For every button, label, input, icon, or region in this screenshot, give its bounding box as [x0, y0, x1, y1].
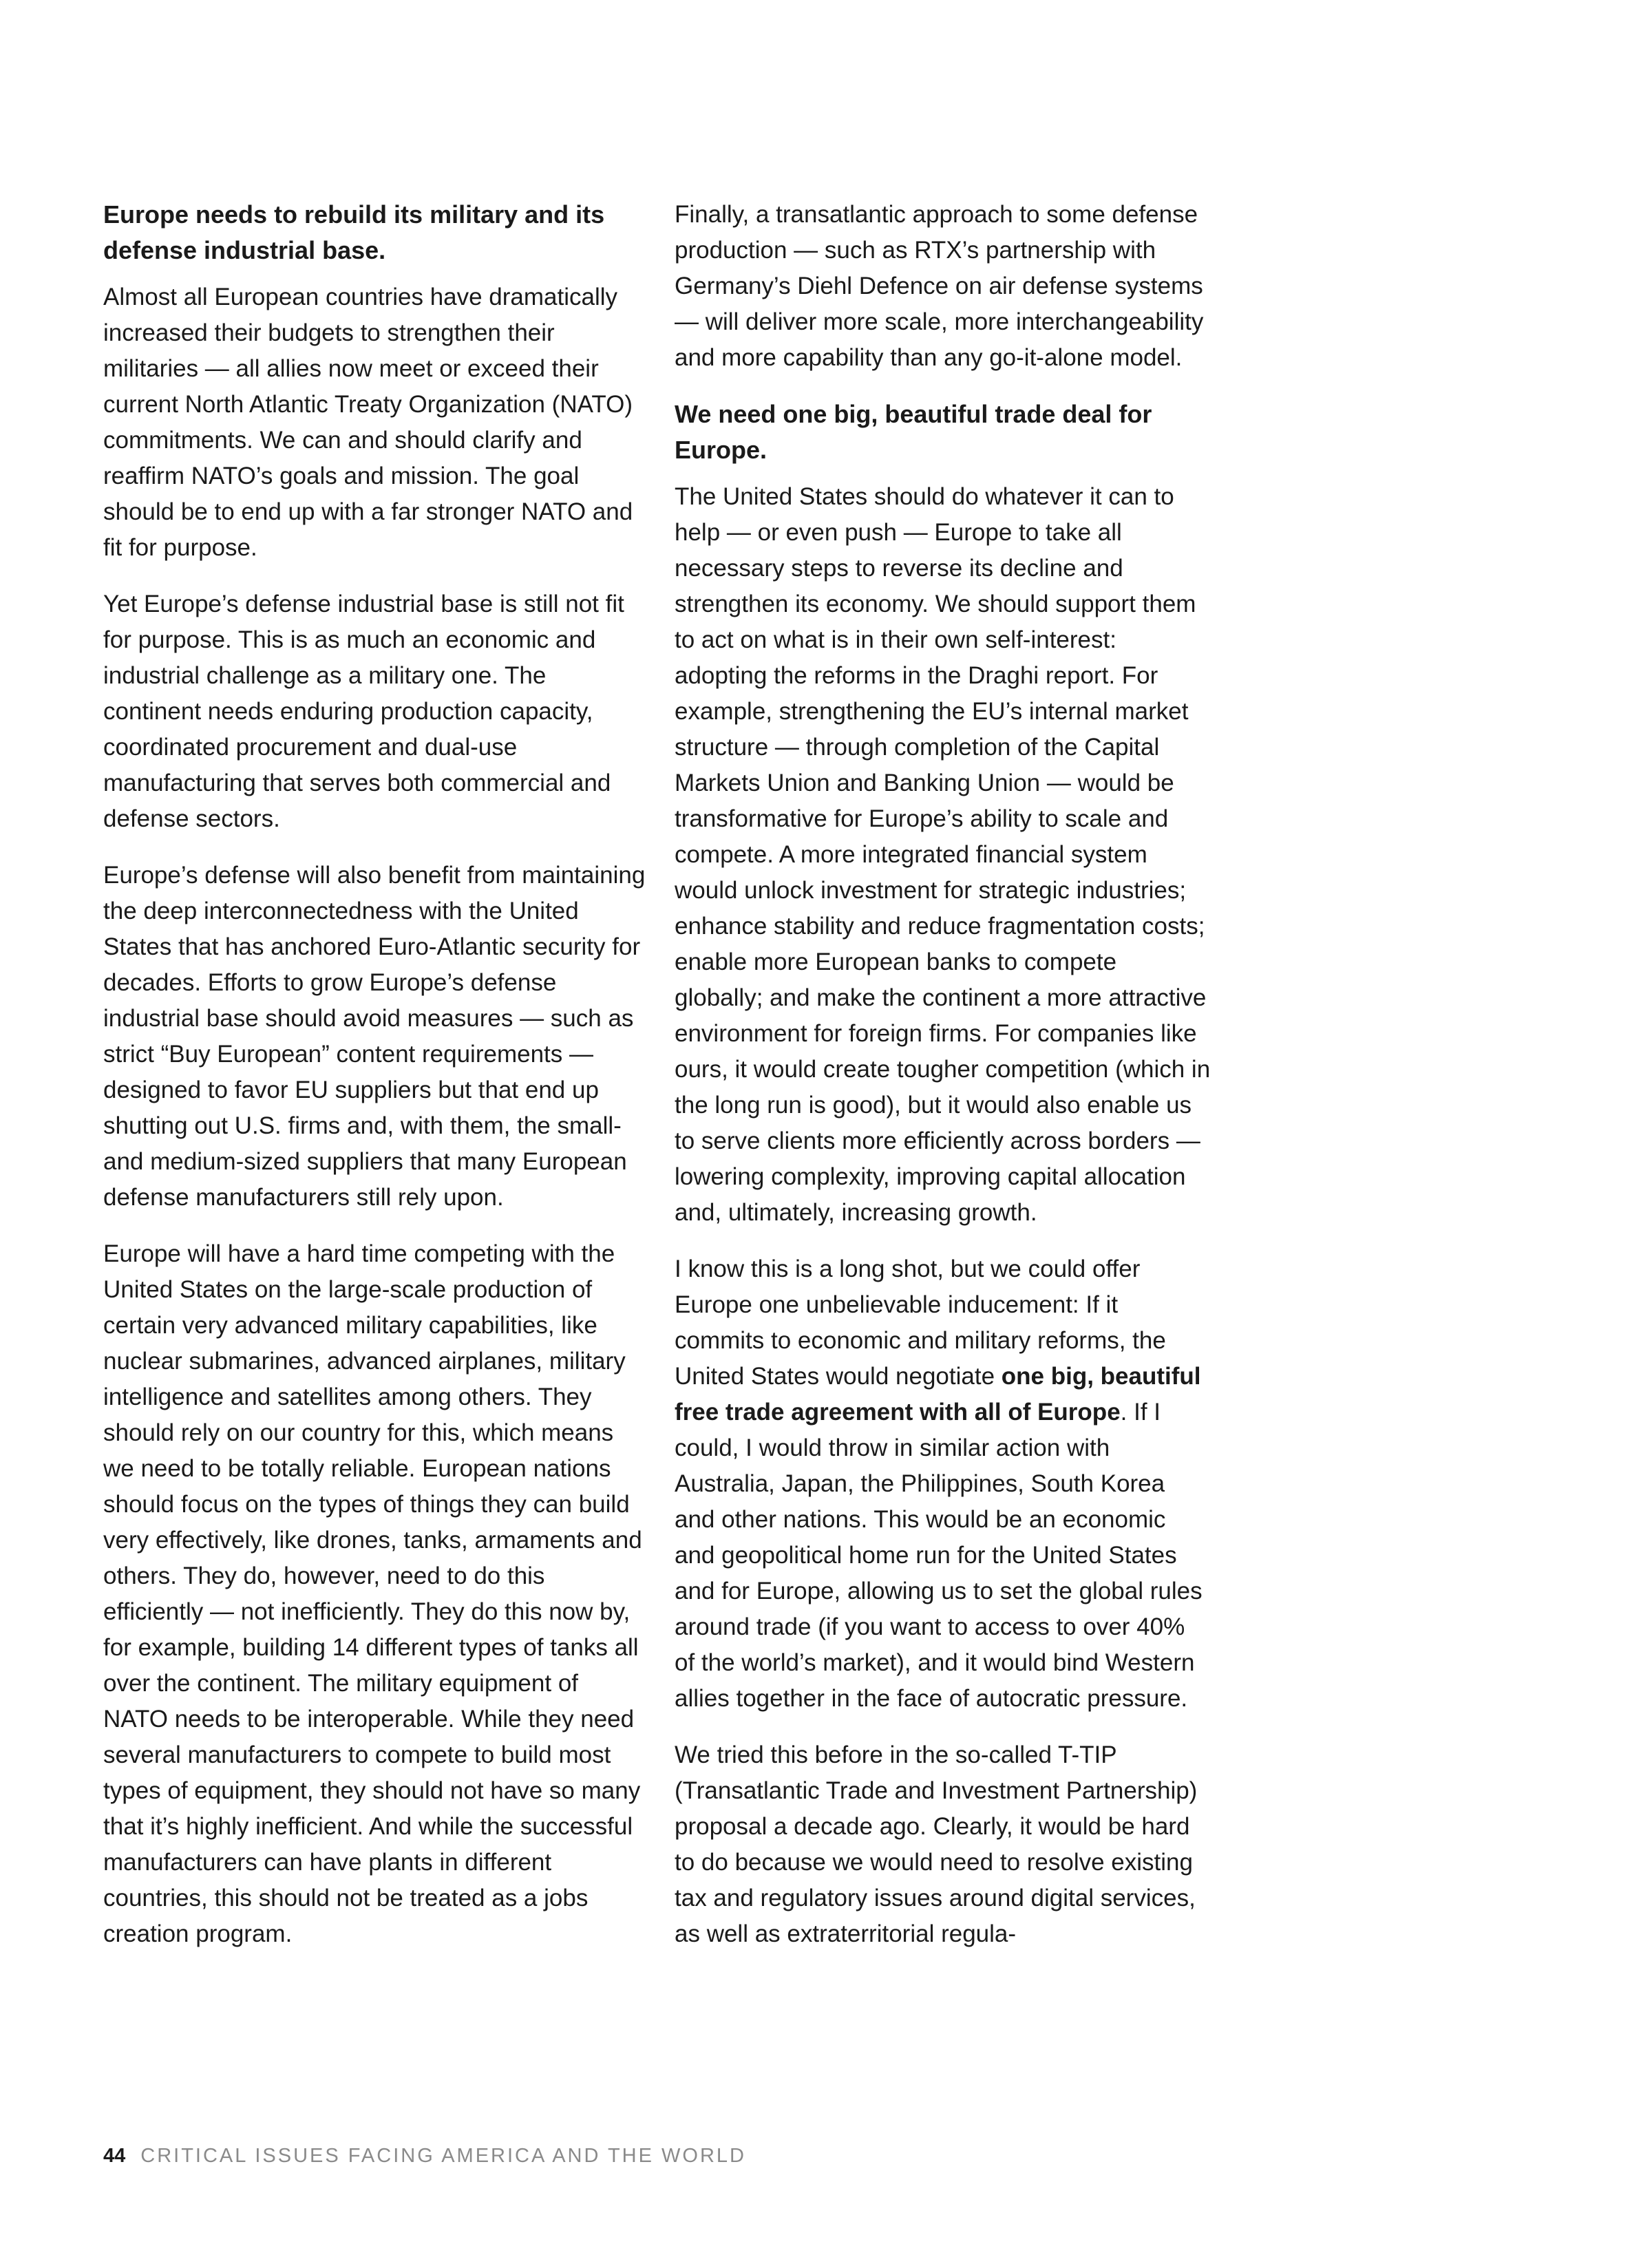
paragraph: Almost all European countries have dramatically increased their budgets to strengthen their militaries — all allies now meet or exceed their current North Atlantic Treaty Organization (NATO) commitments. We can and should clarify and reaffirm NATO’s goals and mission. The goal should be to end up with a far stronger NATO and fit for purpose. — [103, 284, 633, 561]
running-title: CRITICAL ISSUES FACING AMERICA AND THE WORLD — [140, 2145, 746, 2167]
page-footer — [103, 2142, 746, 2170]
paragraph: Europe will have a hard time competing with the United States on the large-scale production of certain very advanced military capabilities, like nuclear submarines, advanced airplanes, military intelligence and satellites among others. They should rely on our country for this, which means we need to be totally reliable. European nations should focus on the types of things they can build very effectively, like drones, tanks, armaments and others. They do, however, need to do this efficiently — not inefficiently. They do this now by, for example, building 14 different types of tanks all over the continent. The military equipment of NATO needs to be interoperable. While they need several manufacturers to compete to build most types of equipment, they should not have so many that it’s highly inefficient. And while the successful manufacturers can have plants in different countries, this should not be treated as a jobs creation program. — [103, 1240, 642, 1947]
paragraph: Yet Europe’s defense industrial base is still not fit for purpose. This is as much an economic and industrial challenge as a military one. The continent needs enduring production capacity, coordinated procurement and dual-use manufacturing that serves both commercial and defense sectors. — [103, 591, 624, 832]
emphasis-text: one big, beautiful free trade agreement with all of Europe — [675, 1363, 1201, 1426]
paragraph: Finally, a transatlantic approach to some defense production — such as RTX’s partnership with Germany’s Diehl Defence on air defense systems — will deliver more scale, more interchangeability and more capability than any go-it-alone model. — [675, 201, 1204, 371]
section-heading-trade-deal: We need one big, beautiful trade deal for Europe. — [675, 400, 1152, 464]
page-number: 44 — [103, 2145, 126, 2167]
section-heading-military: Europe needs to rebuild its military and its defense industrial base. — [103, 200, 605, 264]
left-column — [103, 197, 647, 1973]
paragraph: The United States should do whatever it can to help — or even push — Europe to take all necessary steps to reverse its decline and strengthen its economy. We should support them to act on what is in their own self-interest: adopting the reforms in the Draghi report. For example, strengthening the EU’s internal market structure — through completion of the Capital Markets Union and Banking Union — would be transformative for Europe’s ability to scale and compete. A more integrated financial system would unlock investment for strategic industries; enhance stability and reduce fragmentation costs; enable more European banks to compete globally; and make the continent a more attractive environment for foreign firms. For companies like ours, it would create tougher competition (which in the long run is good), but it would also enable us to serve clients more efficiently across borders — lowering complexity, improving capital allocation and, ultimately, increasing growth. — [675, 483, 1211, 1226]
paragraph: We tried this before in the so-called T-TIP (Transatlantic Trade and Investment Partnership) proposal a decade ago. Clearly, it would be hard to do because we would need to resolve existing tax and regulatory issues around digital services, as well as extraterritorial regula- — [675, 1741, 1198, 1947]
paragraph-inducement — [675, 1251, 1211, 1717]
paragraph-text: . If I could, I would throw in similar action with Australia, Japan, the Philippines, South Korea and other nations. This would be an economic and geopolitical home run for the United States and for Europe, allowing us to set the global rules around trade (if you want to access to over 40% of the world’s market), and it would bind Western allies together in the face of autocratic pressure. — [675, 1399, 1203, 1712]
paragraph: Europe’s defense will also benefit from maintaining the deep interconnectedness with the United States that has anchored Euro-Atlantic security for decades. Efforts to grow Europe’s defense industrial base should avoid measures — such as strict “Buy European” content requirements — designed to favor EU suppliers but that end up shutting out U.S. firms and, with them, the small- and medium-sized suppliers that many European defense manufacturers still rely upon. — [103, 862, 646, 1211]
paragraph-text: I know this is a long shot, but we could offer Europe one unbelievable inducement: If it commits to economic and military reforms, the United States would negotiate — [675, 1256, 1166, 1390]
right-column — [675, 197, 1211, 1973]
